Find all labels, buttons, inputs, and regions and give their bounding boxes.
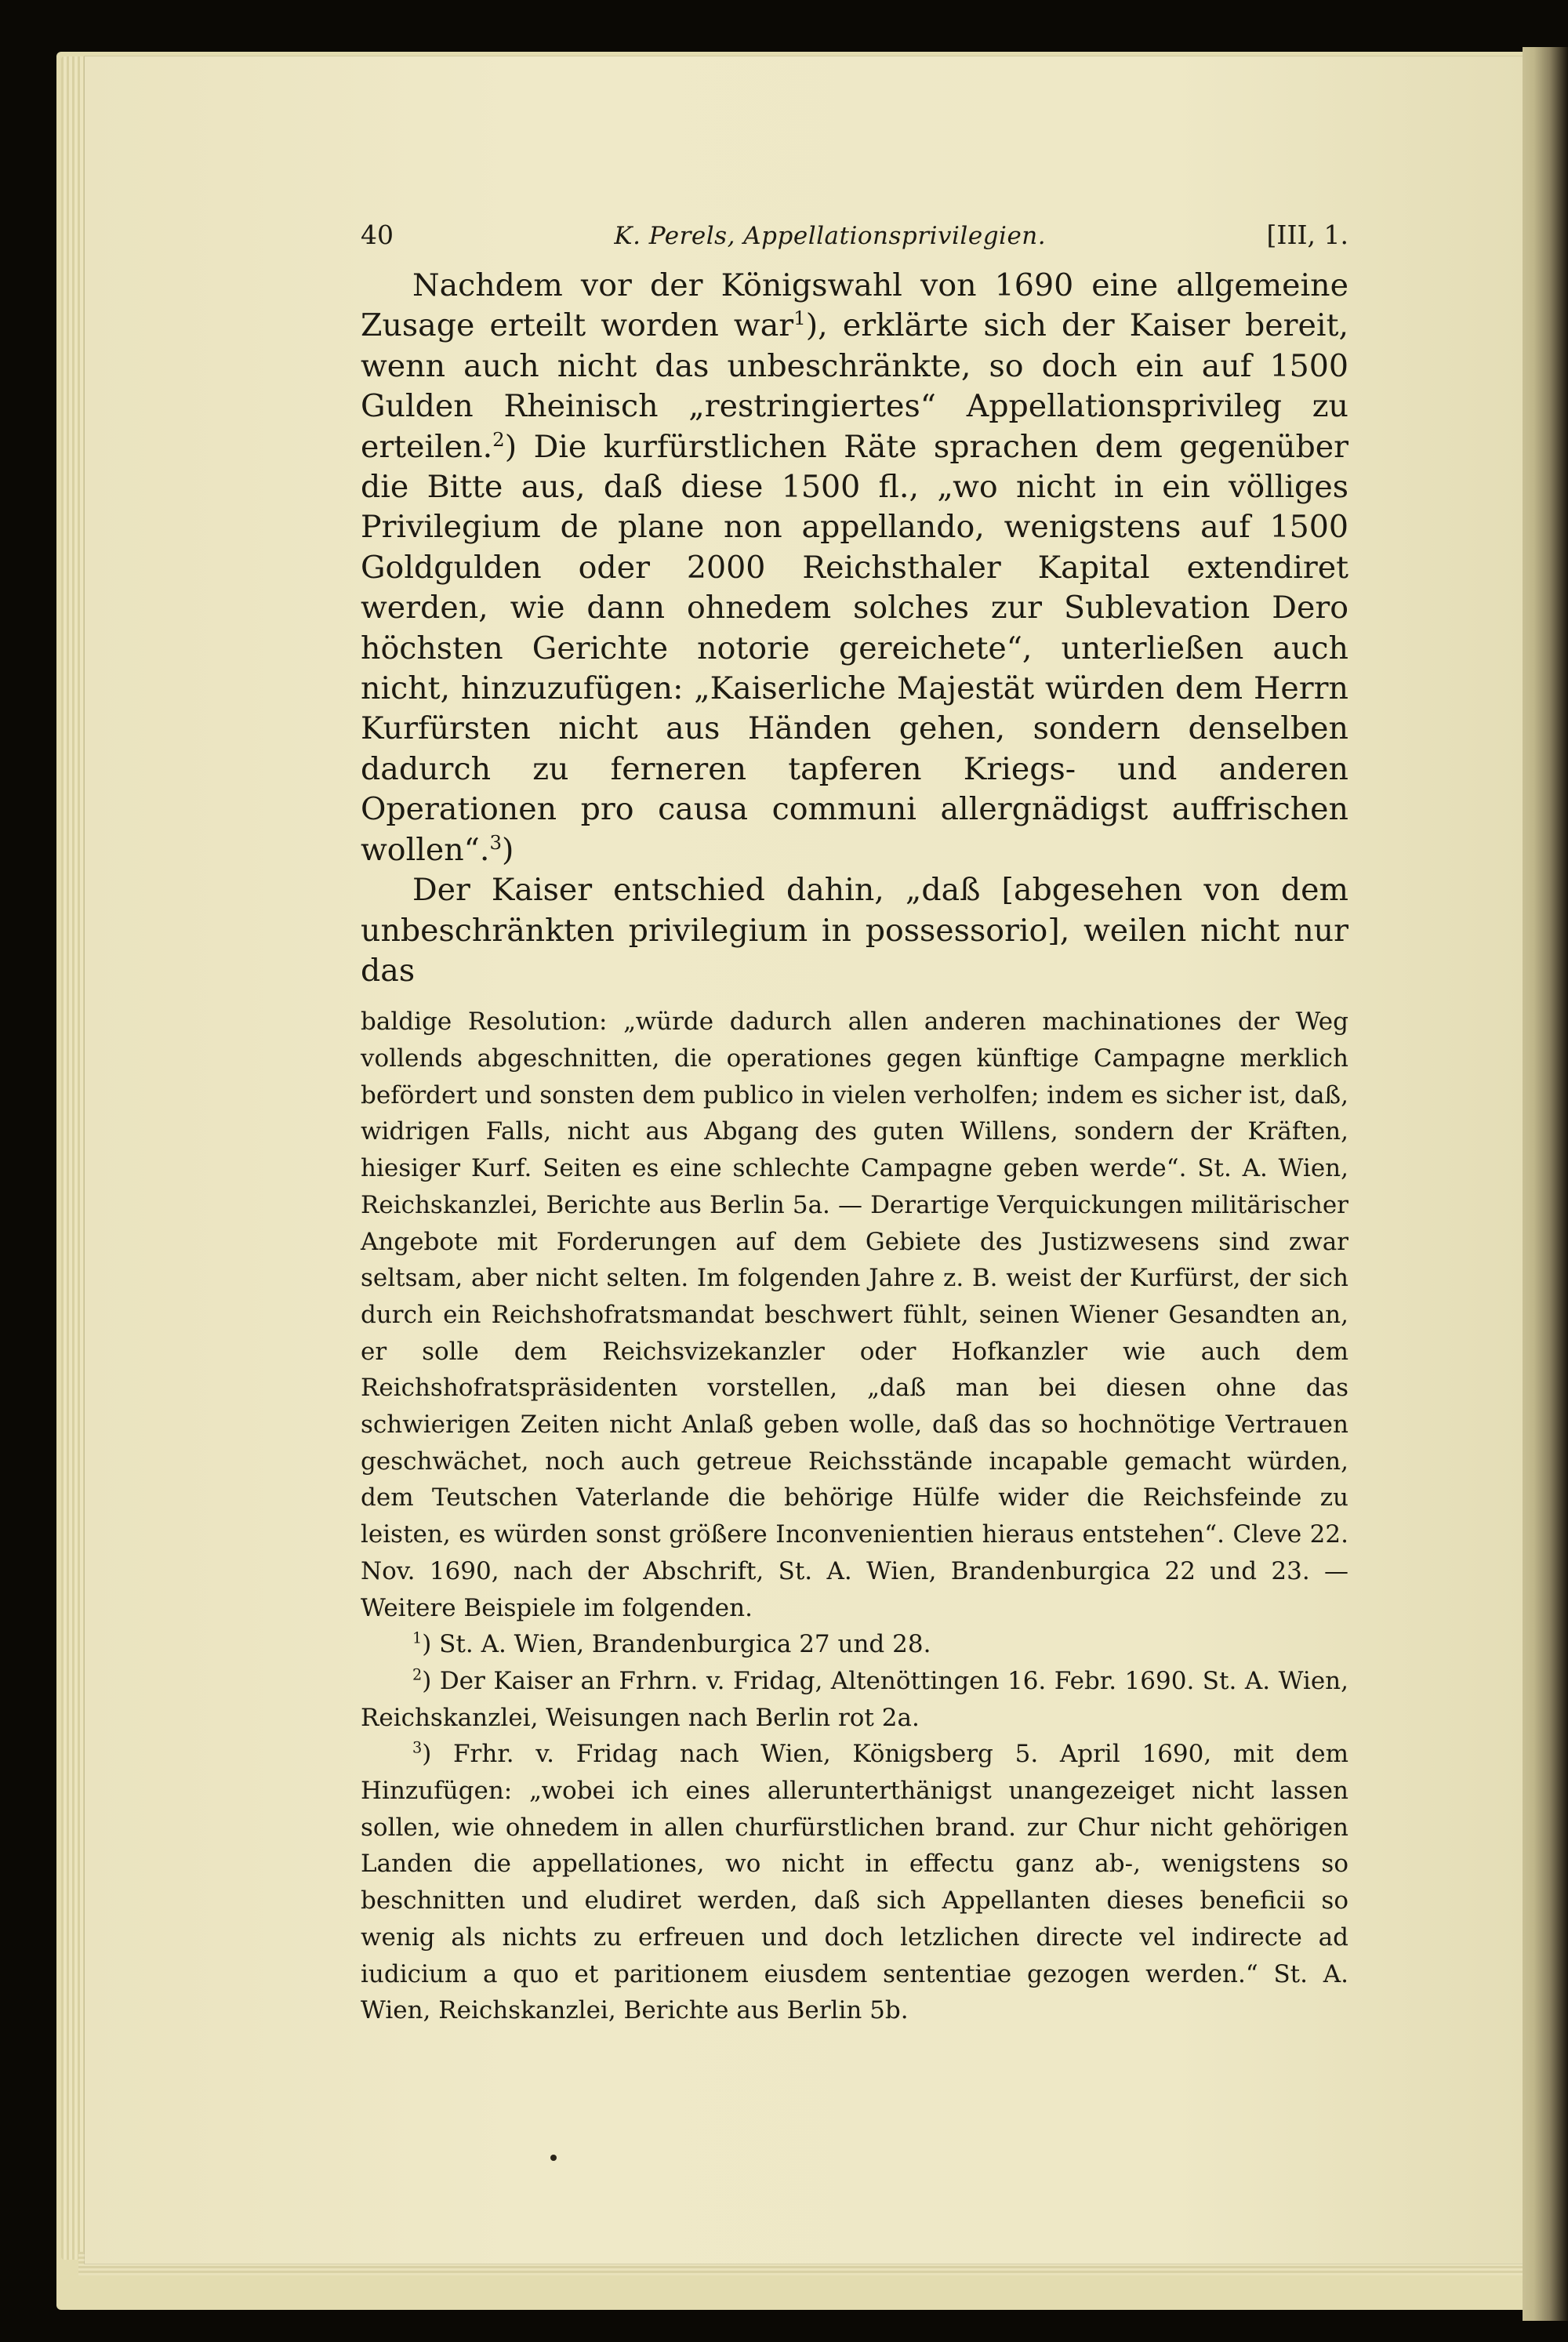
page-content bbox=[361, 220, 1348, 2029]
text-run: ), erklärte sich der Kaiser bereit, wenn auch nicht das unbeschränkte, so doch ein auf 1500 Gulden Rheinisch „restringiertes“ Appellationsprivileg zu erteilen. bbox=[361, 307, 1348, 465]
page-number: 40 bbox=[361, 220, 394, 250]
footnote-marker: 3 bbox=[412, 1739, 423, 1758]
text-run: Nachdem vor der Königswahl von 1690 eine allgemeine Zusage erteilt worden war bbox=[361, 267, 1348, 344]
footnote-continuation: baldige Resolution: „würde dadurch allen anderen machinationes der Weg vollends abgeschnitten, die operationes gegen künftige Campagne merklich befördert und sonsten dem publico in vielen verholfen; indem es sicher ist, daß, widrigen Falls, nicht aus Abgang des guten Willens, sondern der Kräften, hiesiger Kurf. Seiten es eine schlechte Campagne geben werde“. St. A. Wien, Reichskanzlei, Berichte aus Berlin 5a. — Derartige Verquickungen militärischer Angebote mit Forderungen auf dem Gebiete des Justizwesens sind zwar seltsam, aber nicht selten. Im folgenden Jahre z. B. weist der Kurfürst, der sich durch ein Reichshofratsmandat beschwert fühlt, seinen Wiener Gesandten an, er solle dem Reichsvizekanzler oder Hofkanzler wie auch dem Reichshofratspräsidenten vorstellen, „daß man bei diesen ohne das schwierigen Zeiten nicht Anlaß geben wolle, daß das so hochnötige Vertrauen geschwächet, noch auch getreue Reichsstände incapable gemacht würden, dem Teutschen Vaterlande die behörige Hülfe wider die Reichsfeinde zu leisten, es würden sonst größere Inconvenientien hieraus entstehen“. Cleve 22. Nov. 1690, nach der Abschrift, St. A. Wien, Brandenburgica 22 und 23. — Weitere Beispiele im folgenden. bbox=[361, 1008, 1348, 1622]
footnote-ref-3: 3 bbox=[489, 830, 503, 854]
book-gutter bbox=[1523, 47, 1568, 2321]
footnote-text: ) Der Kaiser an Frhrn. v. Fridag, Altenöttingen 16. Febr. 1690. St. A. Wien, Reichskanzlei, Weisungen nach Berlin rot 2a. bbox=[361, 1666, 1348, 1732]
footnote-text: ) St. A. Wien, Brandenburgica 27 und 28. bbox=[422, 1630, 931, 1659]
footnote-ref-1: 1 bbox=[793, 307, 806, 330]
running-title: K. Perels, Appellationsprivilegien. bbox=[614, 222, 1047, 250]
footnote-marker: 1 bbox=[412, 1629, 423, 1647]
section-marker: [III, 1. bbox=[1266, 220, 1348, 250]
footnote-3 bbox=[361, 1736, 1348, 2029]
footnotes-section bbox=[361, 1004, 1348, 2029]
footnote-1 bbox=[361, 1626, 1348, 1663]
text-run: ) Die kurfürstlichen Räte sprachen dem gegenüber die Bitte aus, daß diese 1500 fl., „wo nicht in ein völliges Privilegium de plane non appellando, wenigstens auf 1500 Goldgulden oder 2000 Reichsthaler Kapital extendiret werden, wie dann ohnedem solches zur Sublevation Dero höchsten Gerichte notorie gereichete“, unterließen auch nicht, hinzuzufügen: „Kaiserliche Majestät würden dem Herrn Kurfürsten nicht aus Händen gehen, sondern denselben dadurch zu ferneren tapferen Kriegs- und anderen Operationen pro causa communi allergnädigst auffrischen wollen“. bbox=[361, 428, 1348, 868]
ink-spot bbox=[550, 2155, 557, 2161]
page-header bbox=[361, 220, 1348, 250]
main-text bbox=[361, 266, 1348, 991]
main-paragraph-1 bbox=[361, 266, 1348, 870]
footnote-marker: 2 bbox=[412, 1665, 423, 1684]
text-run: ) bbox=[502, 831, 514, 868]
footnote-2 bbox=[361, 1663, 1348, 1736]
main-paragraph-2: Der Kaiser entschied dahin, „daß [abgesehen von dem unbeschränkten privilegium in possessorio], weilen nicht nur das bbox=[361, 872, 1348, 989]
footnote-text: ) Frhr. v. Fridag nach Wien, Königsberg 5. April 1690, mit dem Hinzufügen: „wobei ich eines allerunterthänigst unangezeiget nicht lassen sollen, wie ohnedem in allen churfürstlichen brand. zur Chur nicht gehörigen Landen die appellationes, wo nicht in effectu ganz ab-, wenigstens so beschnitten und eludiret werden, daß sich Appellanten dieses beneficii so wenig als nichts zu erfreuen und doch letzlichen directe vel indirecte ad iudicium a quo et paritionem eiusdem sententiae gezogen werden.“ St. A. Wien, Reichskanzlei, Berichte aus Berlin 5b. bbox=[361, 1740, 1348, 2025]
footnote-ref-2: 2 bbox=[492, 427, 505, 451]
